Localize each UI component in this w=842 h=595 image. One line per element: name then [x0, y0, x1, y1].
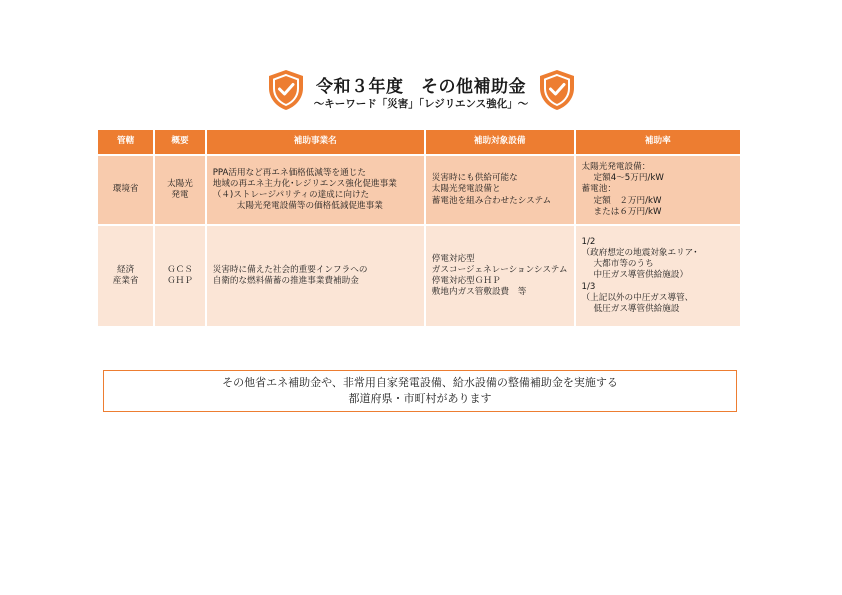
cell-equipment — [426, 226, 576, 328]
cell-line: 太陽光発電設備と — [431, 184, 501, 195]
cell-line: 中圧ガス導管供給施設） — [593, 270, 689, 281]
cell-line: 太陽光発電設備等の価格低減促進事業 — [236, 201, 383, 212]
cell-line: 太陽光 — [167, 178, 193, 189]
cell-line: ガスコージェネレーションシステム — [431, 264, 568, 275]
cell-line: 定額4～5万円/kW — [593, 173, 664, 184]
cell-line: （上記以外の中圧ガス導管、 — [581, 292, 694, 303]
col-header-jurisdiction: 管轄 — [98, 130, 155, 156]
cell-line: 敷地内ガス管敷設費 等 — [431, 287, 527, 298]
cell-line: 蓄電池を組み合わせたシステム — [431, 195, 552, 206]
cell-jurisdiction — [98, 156, 155, 226]
cell-line: 太陽光発電設備： — [581, 162, 651, 173]
cell-line: 停電対応型ＧＨＰ — [431, 276, 501, 286]
note-line: 都道府県・市町村があります — [348, 391, 492, 405]
cell-line: PPA活用など再エネ価格低減等を通じた — [212, 167, 366, 178]
note-box — [103, 370, 737, 412]
cell-line: 定額 ２万円/kW — [593, 195, 662, 206]
table-header-row — [98, 130, 740, 156]
subsidy-table — [98, 130, 740, 328]
cell-line: 1/3 — [581, 281, 596, 292]
table-row — [98, 156, 740, 226]
table-row — [98, 226, 740, 328]
cell-line: ＧＨＰ — [167, 276, 193, 286]
header — [0, 68, 842, 118]
cell-rate — [576, 156, 740, 226]
cell-line: 災害時に備えた社会的重要インフラへの — [212, 264, 368, 275]
page-title: 令和３年度 その他補助金 — [316, 77, 526, 97]
cell-project — [207, 156, 426, 226]
col-header-project: 補助事業名 — [207, 130, 426, 156]
col-header-summary: 概要 — [155, 130, 206, 156]
cell-summary — [155, 156, 206, 226]
cell-line: 災害時にも供給可能な — [431, 173, 518, 184]
cell-line: ＧＣＳ — [167, 264, 193, 275]
page-subtitle: ～キーワード「災害」「レジリエンス強化」～ — [313, 98, 529, 110]
cell-rate — [576, 226, 740, 328]
col-header-equipment: 補助対象設備 — [426, 130, 576, 156]
note-line: その他省エネ補助金や、非常用自家発電設備、給水設備の整備補助金を実施する — [222, 376, 618, 389]
cell-line: 自衛的な燃料備蓄の推進事業費補助金 — [212, 276, 359, 286]
cell-line: 発電 — [171, 190, 189, 200]
cell-line: （４)ストレージパリティの達成に向けた — [212, 190, 370, 200]
cell-line: 大都市等のうち — [593, 259, 654, 270]
cell-line: 環境省 — [112, 184, 139, 195]
cell-equipment — [426, 156, 576, 226]
col-header-rate: 補助率 — [576, 130, 740, 156]
cell-jurisdiction — [98, 226, 155, 328]
cell-line: （政府想定の地震対象エリア･ — [581, 248, 698, 259]
cell-project — [207, 226, 426, 328]
shield-check-icon — [537, 68, 577, 112]
cell-line: または６万円/kW — [593, 206, 662, 217]
cell-line: 蓄電池： — [581, 184, 616, 195]
cell-line: 地域の再エネ主力化･レジリエンス強化促進事業 — [212, 178, 397, 189]
cell-line: 停電対応型 — [431, 253, 475, 264]
cell-line: 1/2 — [581, 236, 596, 247]
cell-line: 産業省 — [112, 276, 139, 286]
cell-line: 低圧ガス導管供給施設 — [593, 303, 680, 314]
cell-line: 経済 — [117, 264, 135, 275]
cell-summary — [155, 226, 206, 328]
